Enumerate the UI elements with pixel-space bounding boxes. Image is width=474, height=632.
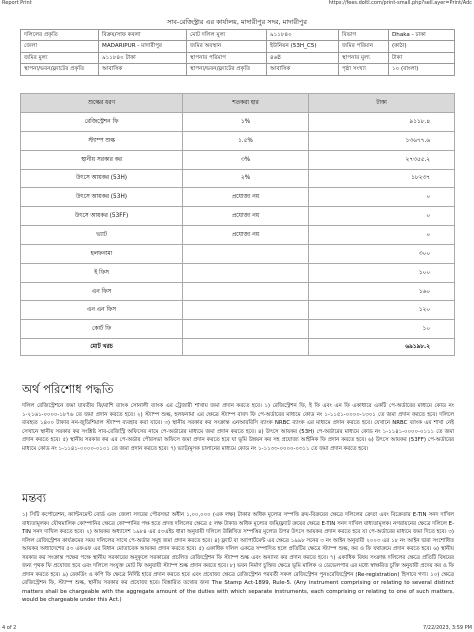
fee-type: উৎসে আয়কর (53H) bbox=[21, 188, 183, 207]
fee-amount: ৯১১৮.৪ bbox=[309, 113, 455, 132]
fee-type: কোর্ট ফি bbox=[21, 320, 183, 339]
fee-type: এন ফিস bbox=[21, 282, 183, 301]
fee-table bbox=[20, 93, 455, 356]
fee-amount: ১০০ bbox=[309, 263, 455, 282]
fee-rate: প্রযোজ্য নয় bbox=[183, 188, 309, 207]
fee-rate bbox=[183, 282, 309, 301]
fee-total-label: মোট খরচ bbox=[21, 339, 183, 356]
fee-rate: প্রযোজ্য নয় bbox=[183, 226, 309, 245]
info-label: মোট দলিল মুল্য bbox=[187, 30, 267, 41]
fee-type: ই ফিস bbox=[21, 263, 183, 282]
browser-print-header bbox=[0, 0, 474, 7]
info-value: ১০ (বাংলা) bbox=[389, 64, 455, 75]
fee-row bbox=[21, 282, 455, 301]
fee-row bbox=[21, 188, 455, 207]
info-row bbox=[21, 52, 455, 63]
fee-amount: ২৭৩৫৫.২ bbox=[309, 150, 455, 169]
info-label: পৃষ্ঠা সংখ্যা bbox=[339, 64, 389, 75]
info-label: বিভাগ bbox=[339, 30, 389, 41]
info-label: জেলা bbox=[21, 41, 99, 52]
info-label: স্থাপনা/ভবন/ফ্ল্যাটের প্রকৃতি bbox=[187, 64, 267, 75]
fee-amount: ১২০ bbox=[309, 301, 455, 320]
fee-total-spacer bbox=[183, 339, 309, 356]
fee-type: স্থানীয় সরকার কর bbox=[21, 150, 183, 169]
payment-method-text: দলিল রেজিস্ট্রেশনে জমা যাবতীয় ফি/রাশি ব্যাংক সোনালী ব্যাংক এর ট্রেজারী শাখায় জমা প্রদান করতে হবে। ১) রেজিস্ট্রেশন ফি, ই ফি এবং এন ফি একাধারে একটি পে-অর্ডারের মাধ্যমে কোড নং ১-২১৬১-০০০০-১৮৭৬ তে জমা প্রদান করতে হবে। ২) স্ট্যাম্প শুল্ক, হলফনামা এর ক্ষেত্রে স্ট্যাম্প বাবদ ফি পে-অর্ডারের মাধ্যমে কোড নং ১-১১৫১-০০০০-১৩০১ তে জমা প্রদান করতে হবে। দলিলে ব্যবহৃত ১৪০০ টাকার নন-জুডিশিয়াল স্ট্যাম্প ব্যবহার করা যাবে। ৩) স্থানীয় সরকার কর সংক্রান্ত এনআরবিসি ব্যাংক NRBC ব্যাংক এর মাধ্যমে প্রদান করতে হবে। যেখানে NRBC ব্যাংক এর শাখা নেই সেখানে স্থানীয় সরকার কর সংশ্লিষ্ট সাব-রেজিস্ট্রি অফিসের নামে পে-অর্ডারের মাধ্যমে জমা প্রদান করতে হবে। ৪) উৎসে আয়কর (53H) পে-অর্ডারের মাধ্যমে কোড নং ১-১১৪১-০০০০-০১১১ তে জমা প্রদান করতে হবে। ৫) স্থানীয় সরকার কর এর পে-অর্ডার পৌরসভা অফিসে জমা প্রদান করতে হবে যা ভূমি উন্নয়ন কর সহ প্রযোজ্য আইনিক ফি প্রদান করতে হবে। ৬) উৎসে আয়কর (53FF) পে-অর্ডারের মাধ্যমে কোড নং ১-১১৪১-০০০০-০১০১ তে জমা প্রদান করতে হবে। ৭) ভ্যাট/মূসক চালানের মাধ্যমে কোড নং ১-১১৩৩-০০০০-০৩১১ তে জমা প্রদান করতে হবে। bbox=[22, 403, 454, 452]
info-value: Dhaka - ঢাকা bbox=[389, 30, 455, 41]
fee-row bbox=[21, 131, 455, 150]
fee-row bbox=[21, 301, 455, 320]
fee-amount: ১০ bbox=[309, 320, 455, 339]
info-value: (কাঠা) bbox=[389, 41, 455, 52]
fee-row bbox=[21, 226, 455, 245]
fee-type: ভ্যাট bbox=[21, 226, 183, 245]
info-label: জমির অবস্থান bbox=[187, 41, 267, 52]
fee-row bbox=[21, 263, 455, 282]
fee-rate: ১% bbox=[183, 113, 309, 132]
info-value: ৪৬ষ্ঠ bbox=[267, 52, 339, 63]
notes-text: ১) সিটি কর্পোরেশন, ক্যান্টনমেন্ট বোর্ড এবং জেলা সদরের পৌরসভা অধীন ১,০০,০০০ (এক লক্ষ) টাকার অধিক মূল্যের সম্পত্তি ক্রয়-বিক্রয়ের ক্ষেত্রে দলিলের ক্রেতা এবং বিক্রেতার E-TIN সনদ দাখিল বাধ্যতামূলক। যৌথমালিক কোম্পানির ক্ষেত্রে কোম্পানির পক্ষ হতে প্রদত্ত দলিলের ক্ষেত্রে ৫ লক্ষ টাকার অধিক মূল্যের জমি/ফ্ল্যাট ক্রয়ের ক্ষেত্রে E-TIN সনদ দাখিল বাধ্যতামূলক। নগরায়নের ক্ষেত্রে দলিলে E-TIN সনদ দাখিল করতে হবে। ২) আয়কর অধ্যাদেশ ১৯৮৪ এর ৫৩এইচ ধারা অনুযায়ী দলিলে উল্লিখিত সম্পত্তির মূল্যের উপর উৎসে আয়কর প্রদান করতে হবে যা পে-অর্ডারের মাধ্যমে জমা দিতে হবে। ৩) দলিল রেজিস্ট্রেশন কার্যক্রমের সময় দলিলের সাথে পে-অর্ডার সমূহ জমা প্রদান করতে হবে। ৪) ফ্ল্যাট বা অ্যাপার্টমেন্ট এর ক্ষেত্রে ১৯৯৮ সনের ৩ নং আইন অনুযায়ী ২০০৩ এর ১৮ নং আইন দ্বারা সংশোধিত আয়কর অধ্যাদেশের ৫৩ এফএফ এর বিধান মোতাবেক আয়কর প্রদান করতে হবে। ৫) একাধিক দলিল একত্রে সম্পাদিত হলে প্রতিটির ক্ষেত্রে স্ট্যাম্প শুল্ক, কর ও ফি যথাক্রমে প্রদান করতে হবে। ৬) স্থানীয় সরকার কর সংক্রান্ত পক্ষের পক্ষে স্থানীয় সরকারের অনুকূলে সরকারের প্রচলিত রেজিস্ট্রেশন ফি স্ট্যাম্প শুল্ক এবং অন্যান্য কর প্রদান করতে হবে। ৭) একাধিক বিষয় সংক্রান্ত দলিলের ক্ষেত্রে প্রতিটি বিষয়ের জন্য পৃথক ফি প্রযোজ্য হবে এবং দলিলে সংযুক্ত মোট ফি অনুযায়ী স্ট্যাম্প শুল্ক প্রদান করতে হবে। ৮) ভবন নির্মাণ চুক্তির ক্ষেত্রে ভূমি মালিক ও ডেভেলপার এর মধ্যে স্বাক্ষরিত চুক্তি অনুযায়ী প্রদেয় কর ও ফি প্রদান করতে হবে। ৯) রেকর্ডিং ও কপি ফি ক্ষেত্রে নির্দিষ্ট হারে প্রদান করতে হবে এবং প্রযোজ্য ক্ষেত্রে রেজিস্ট্রেশন পরবর্তী সকল রেজিস্ট্রেশন পুনঃরেজিস্ট্রেশন (Re-registration) হিসাবে গণ্য। ১০) ক্ষেত্রে রেজিস্ট্রেশন ফি, স্ট্যাম্প শুল্ক, স্থানীয় সরকার কর প্রযোজ্য হবে। বিস্তারিত তথ্যের জন্য The Stamp Act-1899, Rule-5. (Any instrument comprising or relating to several distinct matters shall be chargeable with the aggregate amount of the duties with which separate instruments, each comprising or relating to one of such matters, would be chargeable under this Act.) bbox=[22, 512, 454, 603]
fee-total-row bbox=[21, 339, 455, 356]
print-footer-datetime: 7/22/2023, 3:59 PM bbox=[423, 625, 472, 631]
fee-amount: ০ bbox=[309, 207, 455, 226]
fee-type: রেজিস্ট্রেশন ফি bbox=[21, 113, 183, 132]
fee-total-value: ৬৯১৯৮.২ bbox=[309, 339, 455, 356]
fee-table-header-row bbox=[21, 94, 455, 113]
info-label: জমির পরিমান bbox=[339, 41, 389, 52]
print-header-url: https://fees.doltl.com/print-small.php?sell.ayer=Print/Adc bbox=[328, 0, 472, 6]
info-value: MADARIPUR - মাদারীপুর bbox=[99, 41, 187, 52]
payment-method-heading: অর্থ পরিশোধ পদ্ধতি bbox=[22, 382, 114, 396]
fee-amount: ১৩৬৭৭.৬ bbox=[309, 131, 455, 150]
fee-rate: ২% bbox=[183, 169, 309, 188]
info-value: ইউনিয়ন (53H_C5) bbox=[267, 41, 339, 52]
fee-amount: ০ bbox=[309, 226, 455, 245]
info-label: দলিলের প্রকৃতি bbox=[21, 30, 99, 41]
fee-rate bbox=[183, 301, 309, 320]
info-value: আবাসিক bbox=[99, 64, 187, 75]
fee-amount: ০ bbox=[309, 188, 455, 207]
fee-rate: ৩% bbox=[183, 150, 309, 169]
info-value: বিক্রয়/সাফ কবলা bbox=[99, 30, 187, 41]
fee-amount: ১৮২৩৭ bbox=[309, 169, 455, 188]
fee-amount: ১৬০ bbox=[309, 282, 455, 301]
info-value: ৯১১৮৪০ bbox=[267, 30, 339, 41]
info-row bbox=[21, 64, 455, 75]
info-label: জমির মুল্য bbox=[21, 52, 99, 63]
info-label: স্থাপনার পরিমাপ bbox=[187, 52, 267, 63]
info-value: ৯১১৮৪০ টাকা bbox=[99, 52, 187, 63]
notes-heading: মন্তব্য bbox=[22, 491, 47, 505]
fee-type: উৎসে আয়কর (53FF) bbox=[21, 207, 183, 226]
fee-header-type: শুল্কের ধরণ bbox=[21, 94, 183, 113]
fee-amount: ৩০০ bbox=[309, 244, 455, 263]
fee-type: এন এন ফিস bbox=[21, 301, 183, 320]
info-row bbox=[21, 30, 455, 41]
print-header-left: Report Print bbox=[2, 0, 32, 6]
fee-rate bbox=[183, 320, 309, 339]
fee-row bbox=[21, 169, 455, 188]
fee-header-amount: টাকা bbox=[309, 94, 455, 113]
info-row bbox=[21, 41, 455, 52]
fee-row bbox=[21, 320, 455, 339]
office-title: সাব-রেজিস্ট্রার এর কার্যালয়, মাদারীপুর সদর, মাদারীপুর bbox=[167, 18, 307, 26]
fee-rate bbox=[183, 244, 309, 263]
fee-row bbox=[21, 150, 455, 169]
fee-header-rate: শতকরা হার bbox=[183, 94, 309, 113]
fee-rate: ১.৫% bbox=[183, 131, 309, 150]
fee-row bbox=[21, 207, 455, 226]
info-value: টাকা bbox=[389, 52, 455, 63]
fee-rate: প্রযোজ্য নয় bbox=[183, 207, 309, 226]
fee-row bbox=[21, 244, 455, 263]
fee-type: হলফনামা bbox=[21, 244, 183, 263]
info-value: আবাসিক bbox=[267, 64, 339, 75]
fee-rate bbox=[183, 263, 309, 282]
fee-type: স্ট্যাম্প শুল্ক bbox=[21, 131, 183, 150]
browser-print-footer bbox=[0, 624, 474, 632]
info-label: স্থাপনা/ভবন/ফ্ল্যাটের প্রকৃতি bbox=[21, 64, 99, 75]
info-label: স্থাপনার মুল্য bbox=[339, 52, 389, 63]
deed-info-table bbox=[20, 29, 455, 76]
fee-type: উৎসে আয়কর (53H) bbox=[21, 169, 183, 188]
print-footer-page: 4 of 2 bbox=[2, 625, 17, 631]
fee-row bbox=[21, 113, 455, 132]
